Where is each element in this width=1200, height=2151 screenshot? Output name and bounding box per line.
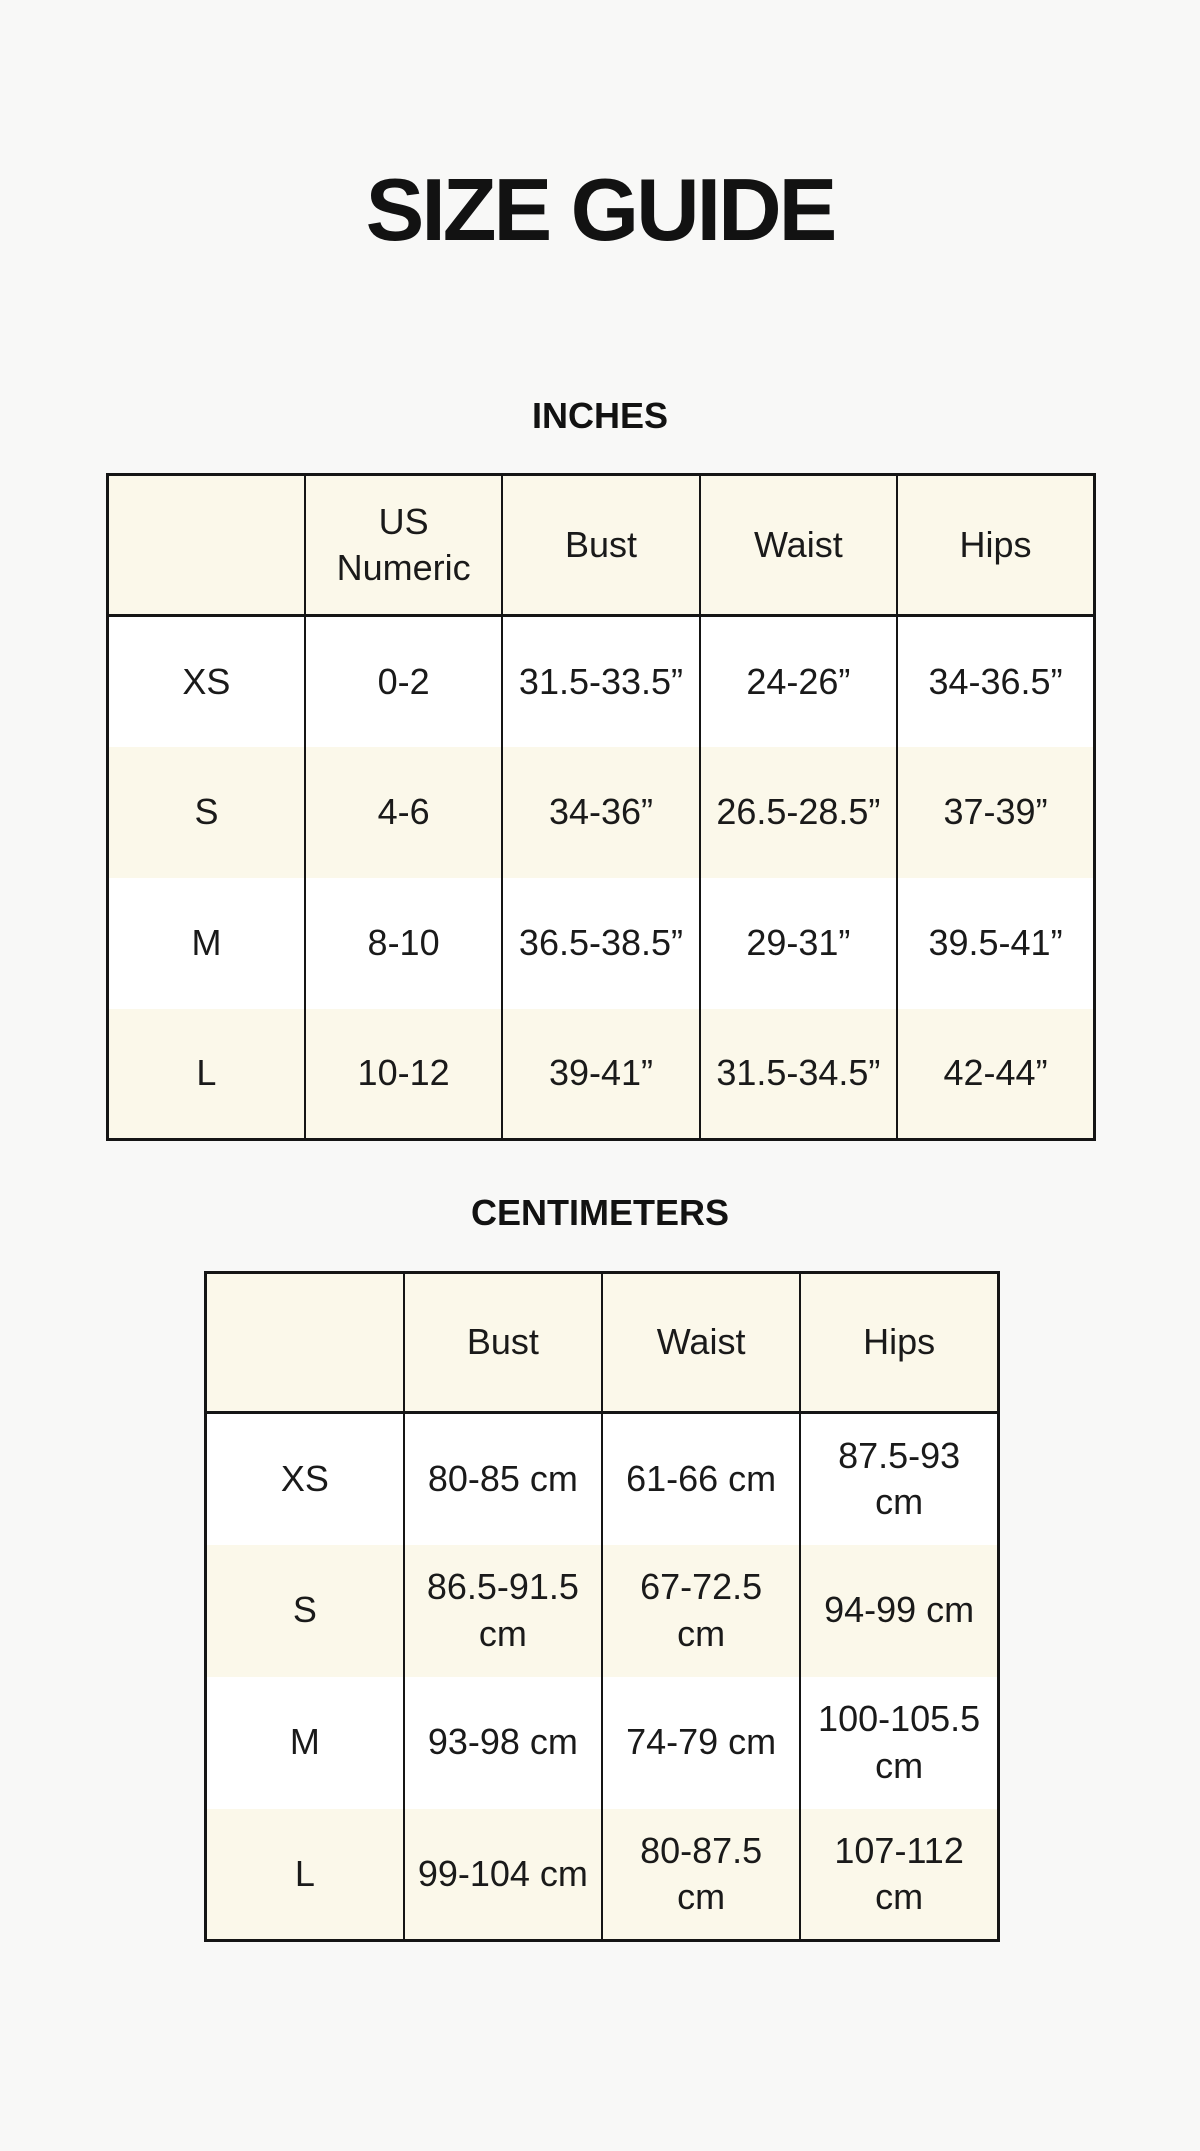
table-row-xs	[108, 616, 1095, 747]
table-row-m	[206, 1677, 999, 1809]
measurement-cell: 10-12	[305, 1009, 502, 1140]
page-title: SIZE GUIDE	[365, 160, 835, 259]
size-label: XS	[206, 1413, 404, 1545]
table-row-m	[108, 878, 1095, 1009]
measurement-cell: 39-41”	[502, 1009, 699, 1140]
column-header-hips: Hips	[800, 1273, 998, 1413]
column-header-waist: Waist	[700, 475, 897, 616]
centimeters-size-table	[204, 1271, 1000, 1942]
table-row-l	[108, 1009, 1095, 1140]
measurement-cell: 99-104 cm	[404, 1809, 602, 1941]
measurement-cell: 86.5-91.5 cm	[404, 1545, 602, 1677]
measurement-cell: 31.5-33.5”	[502, 616, 699, 747]
table-row-s	[206, 1545, 999, 1677]
header-row	[108, 475, 1095, 616]
measurement-cell: 61-66 cm	[602, 1413, 800, 1545]
inches-table-header	[108, 475, 1095, 616]
measurement-cell: 80-85 cm	[404, 1413, 602, 1545]
inches-size-table	[106, 473, 1096, 1141]
measurement-cell: 26.5-28.5”	[700, 747, 897, 878]
measurement-cell: 74-79 cm	[602, 1677, 800, 1809]
size-label: L	[206, 1809, 404, 1941]
inches-table-body	[108, 616, 1095, 1140]
measurement-cell: 93-98 cm	[404, 1677, 602, 1809]
measurement-cell: 94-99 cm	[800, 1545, 998, 1677]
measurement-cell: 0-2	[305, 616, 502, 747]
measurement-cell: 39.5-41”	[897, 878, 1094, 1009]
size-label: S	[108, 747, 305, 878]
size-label: XS	[108, 616, 305, 747]
measurement-cell: 29-31”	[700, 878, 897, 1009]
size-label: L	[108, 1009, 305, 1140]
measurement-cell: 8-10	[305, 878, 502, 1009]
measurement-cell: 67-72.5 cm	[602, 1545, 800, 1677]
centimeters-table-header	[206, 1273, 999, 1413]
column-header-us-numeric: US Numeric	[305, 475, 502, 616]
measurement-cell: 87.5-93 cm	[800, 1413, 998, 1545]
header-row	[206, 1273, 999, 1413]
column-header-bust: Bust	[502, 475, 699, 616]
blank-corner-cell	[108, 475, 305, 616]
table-row-l	[206, 1809, 999, 1941]
size-label: M	[108, 878, 305, 1009]
measurement-cell: 37-39”	[897, 747, 1094, 878]
measurement-cell: 31.5-34.5”	[700, 1009, 897, 1140]
blank-corner-cell	[206, 1273, 404, 1413]
table-row-xs	[206, 1413, 999, 1545]
size-label: S	[206, 1545, 404, 1677]
column-header-bust: Bust	[404, 1273, 602, 1413]
measurement-cell: 4-6	[305, 747, 502, 878]
inches-section-heading: INCHES	[531, 395, 669, 436]
table-row-s	[108, 747, 1095, 878]
measurement-cell: 107-112 cm	[800, 1809, 998, 1941]
measurement-cell: 34-36.5”	[897, 616, 1094, 747]
column-header-waist: Waist	[602, 1273, 800, 1413]
centimeters-section-heading: CENTIMETERS	[470, 1192, 729, 1233]
measurement-cell: 36.5-38.5”	[502, 878, 699, 1009]
measurement-cell: 100-105.5 cm	[800, 1677, 998, 1809]
measurement-cell: 80-87.5 cm	[602, 1809, 800, 1941]
centimeters-table-body	[206, 1413, 999, 1941]
size-label: M	[206, 1677, 404, 1809]
measurement-cell: 34-36”	[502, 747, 699, 878]
measurement-cell: 42-44”	[897, 1009, 1094, 1140]
measurement-cell: 24-26”	[700, 616, 897, 747]
column-header-hips: Hips	[897, 475, 1094, 616]
